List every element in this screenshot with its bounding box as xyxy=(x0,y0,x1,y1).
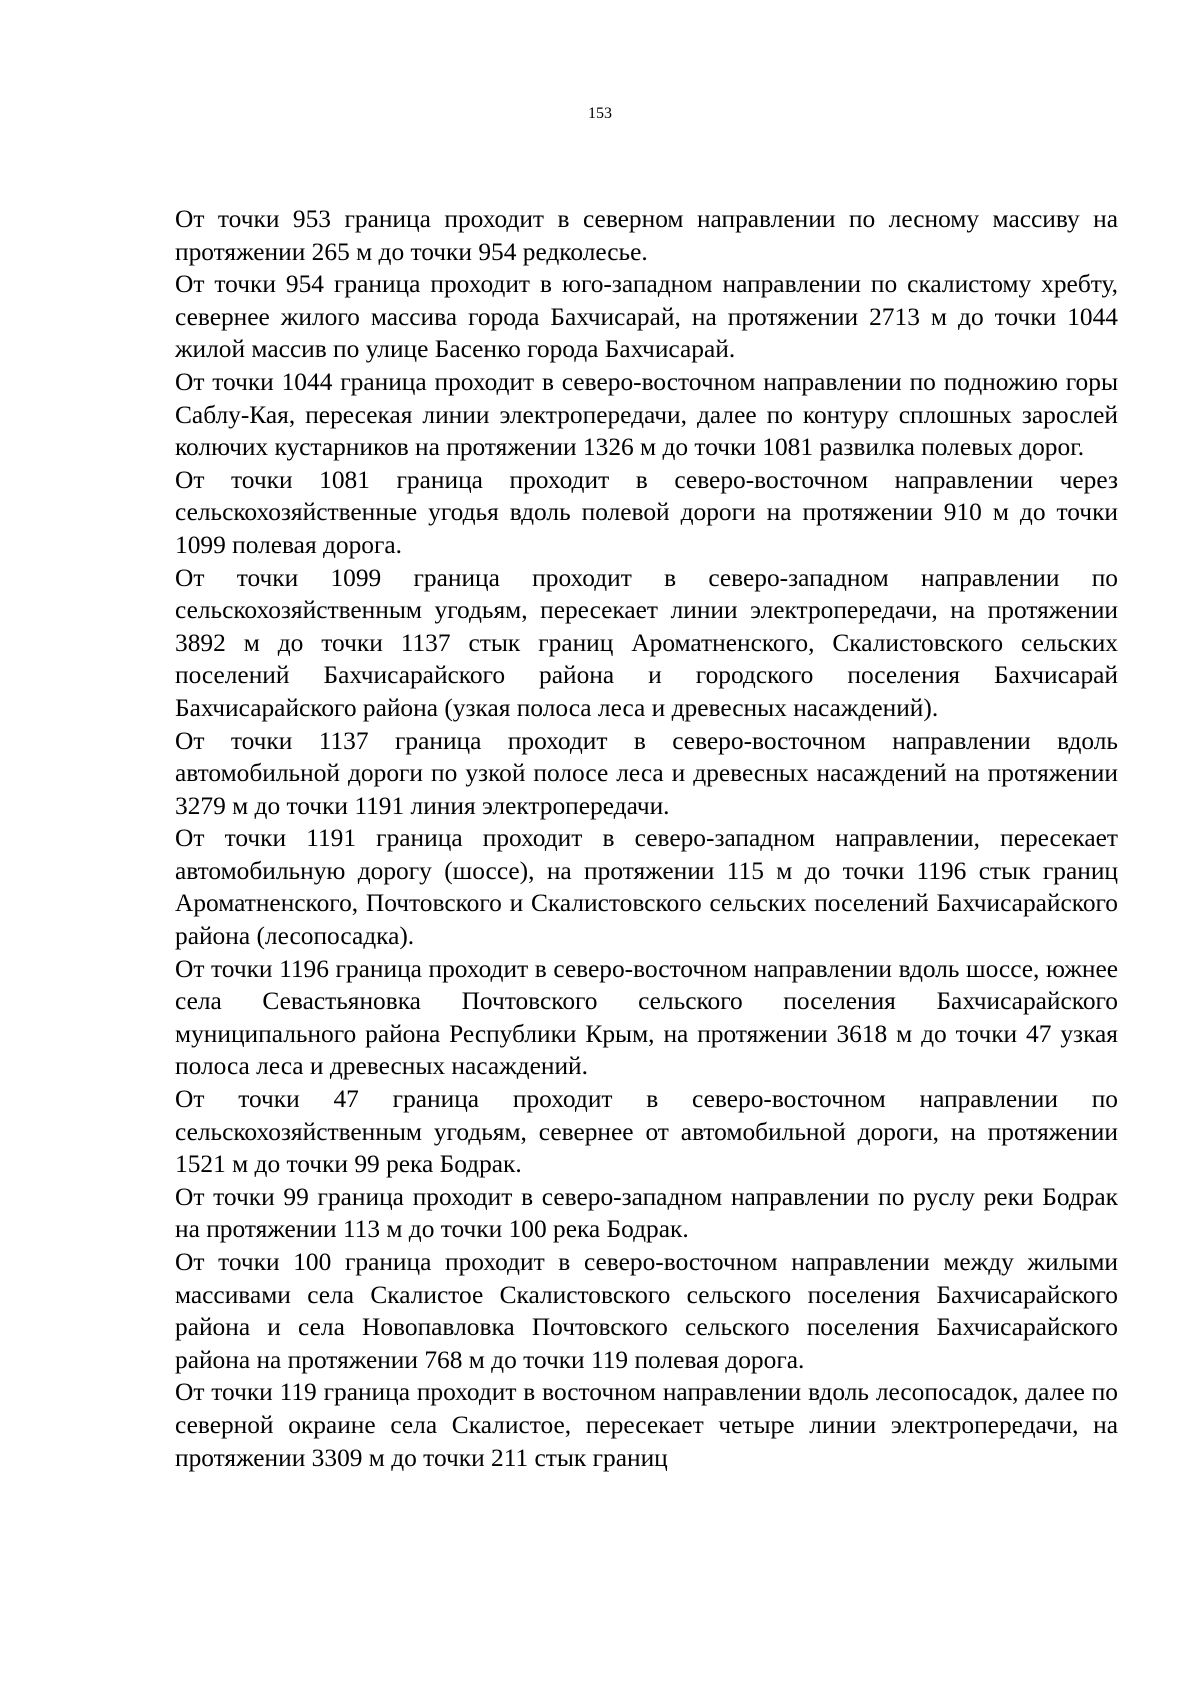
paragraph-5: От точки 1099 граница проходит в северо-западном направлении по сельскохозяйственным угодьям, пересекает линии электропередачи, на протяжении 3892 м до точки 1137 стык границ Ароматненского, Скалистовского сельских поселений Бахчисарайского района и городского поселения Бахчисарай Бахчисарайского района (узкая полоса леса и древесных насаждений). xyxy=(175,563,1118,722)
paragraph-2: От точки 954 граница проходит в юго-западном направлении по скалистому хребту, севернее жилого массива города Бахчисарай, на протяжении 2713 м до точки 1044 жилой массив по улице Басенко города Бахчисарай. xyxy=(175,270,1118,364)
document-body xyxy=(175,203,1118,1474)
paragraph-7: От точки 1191 граница проходит в северо-западном направлении, пересекает автомобильную дорогу (шоссе), на протяжении 115 м до точки 1196 стык границ Ароматненского, Почтовского и Скалистовского сельских поселений Бахчисарайского района (лесопосадка). xyxy=(175,824,1118,951)
paragraph-12: От точки 119 граница проходит в восточном направлении вдоль лесопосадок, далее по северной окраине села Скалистое, пересекает четыре линии электропередачи, на протяжении 3309 м до точки 211 стык границ xyxy=(175,1378,1118,1472)
paragraph-1: От точки 953 граница проходит в северном направлении по лесному массиву на протяжении 265 м до точки 954 редколесье. xyxy=(175,205,1118,266)
paragraph-10: От точки 99 граница проходит в северо-западном направлении по руслу реки Бодрак на протяжении 113 м до точки 100 река Бодрак. xyxy=(175,1182,1118,1244)
paragraph-4: От точки 1081 граница проходит в северо-восточном направлении через сельскохозяйственные угодья вдоль полевой дороги на протяжении 910 м до точки 1099 полевая дорога. xyxy=(175,465,1118,559)
page-number: 153 xyxy=(588,105,612,122)
paragraph-9: От точки 47 граница проходит в северо-восточном направлении по сельскохозяйственным угодьям, севернее от автомобильной дороги, на протяжении 1521 м до точки 99 река Бодрак. xyxy=(175,1085,1118,1179)
paragraph-3: От точки 1044 граница проходит в северо-восточном направлении по подножию горы Саблу-Кая, пересекая линии электропередачи, далее по контуру сплошных зарослей колючих кустарников на протяжении 1326 м до точки 1081 развилка полевых дорог. xyxy=(175,367,1118,462)
paragraph-6: От точки 1137 граница проходит в северо-восточном направлении вдоль автомобильной дороги по узкой полосе леса и древесных насаждений на протяжении 3279 м до точки 1191 линия электропередачи. xyxy=(175,726,1118,820)
paragraph-11: От точки 100 граница проходит в северо-восточном направлении между жилыми массивами села Скалистое Скалистовского сельского поселения Бахчисарайского района и села Новопавловка Почтовского сельского поселения Бахчисарайского района на протяжении 768 м до точки 119 полевая дорога. xyxy=(175,1248,1118,1374)
paragraph-8: От точки 1196 граница проходит в северо-восточном направлении вдоль шоссе, южнее села Севастьяновка Почтовского сельского поселения Бахчисарайского муниципального района Республики Крым, на протяжении 3618 м до точки 47 узкая полоса леса и древесных насаждений. xyxy=(175,954,1118,1081)
